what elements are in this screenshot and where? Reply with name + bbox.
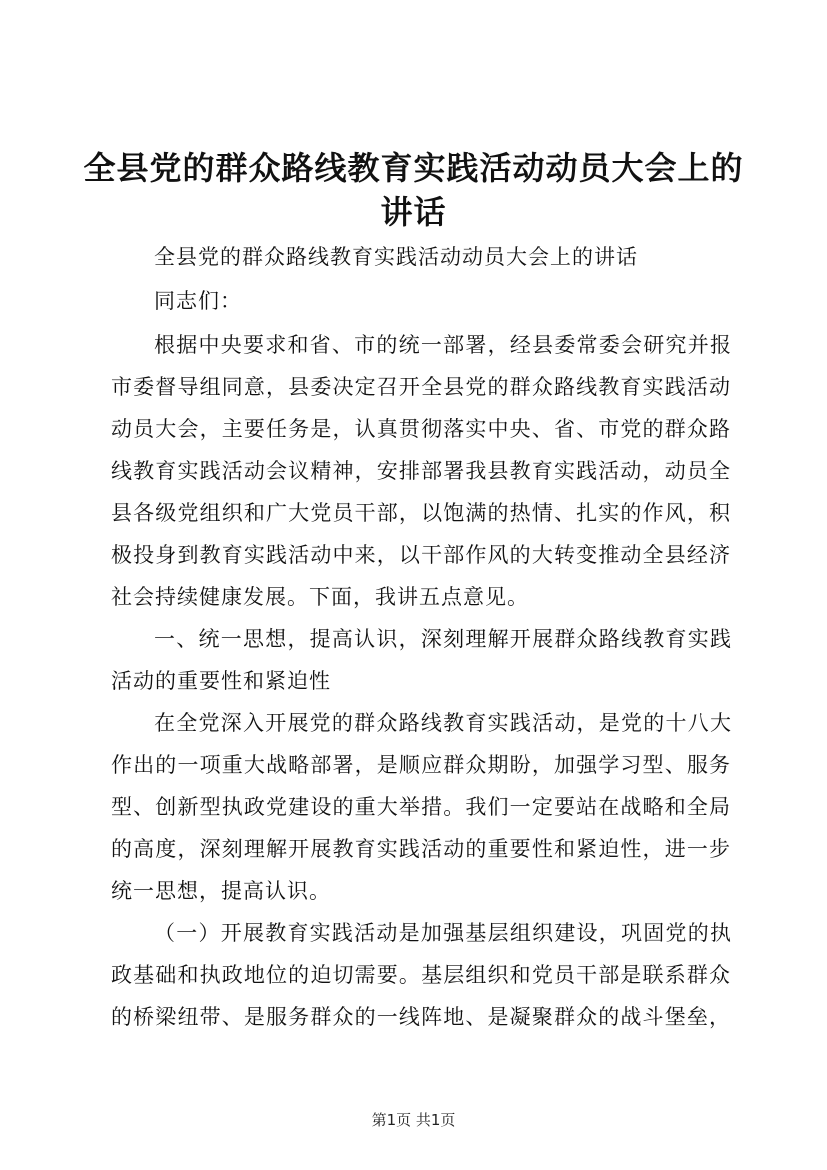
subtitle-line: 全县党的群众路线教育实践活动动员大会上的讲话 — [154, 245, 638, 269]
paragraph-line: 在全党深入开展党的群众路线教育实践活动，是党的十八大 — [154, 711, 732, 735]
document-title: 全县党的群众路线教育实践活动动员大会上的 — [83, 149, 744, 187]
paragraph-line: 根据中央要求和省、市的统一部署，经县委常委会研究并报 — [154, 333, 732, 357]
page-number-footer: 第1页 共1页 — [371, 1111, 456, 1129]
paragraph-line: 的桥梁纽带、是服务群众的一线阵地、是凝聚群众的战斗堡垒， — [111, 1005, 731, 1029]
paragraph-line: 政基础和执政地位的迫切需要。基层组织和党员干部是联系群众 — [111, 963, 731, 987]
paragraph-line: 市委督导组同意，县委决定召开全县党的群众路线教育实践活动 — [111, 375, 731, 399]
paragraph-line: 线教育实践活动会议精神，安排部署我县教育实践活动，动员全 — [111, 459, 731, 483]
paragraph-line: （一）开展教育实践活动是加强基层组织建设，巩固党的执 — [154, 921, 732, 945]
paragraph-line: 极投身到教育实践活动中来，以干部作风的大转变推动全县经济 — [111, 543, 731, 567]
document-title-continued: 讲话 — [380, 193, 447, 231]
salutation-line: 同志们： — [154, 289, 242, 313]
paragraph-line: 型、创新型执政党建设的重大举措。我们一定要站在战略和全局 — [111, 795, 731, 819]
paragraph-line: 统一思想，提高认识。 — [111, 879, 331, 903]
paragraph-line: 县各级党组织和广大党员干部，以饱满的热情、扎实的作风，积 — [111, 501, 731, 525]
paragraph-line: 动员大会，主要任务是，认真贯彻落实中央、省、市党的群众路 — [111, 417, 731, 441]
section-heading-line: 一、统一思想，提高认识，深刻理解开展群众路线教育实践 — [154, 627, 732, 651]
paragraph-line: 社会持续健康发展。下面，我讲五点意见。 — [111, 585, 529, 609]
paragraph-line: 的高度，深刻理解开展教育实践活动的重要性和紧迫性，进一步 — [111, 837, 731, 861]
paragraph-line: 作出的一项重大战略部署，是顺应群众期盼，加强学习型、服务 — [111, 753, 731, 777]
section-heading-line: 活动的重要性和紧迫性 — [111, 669, 331, 693]
